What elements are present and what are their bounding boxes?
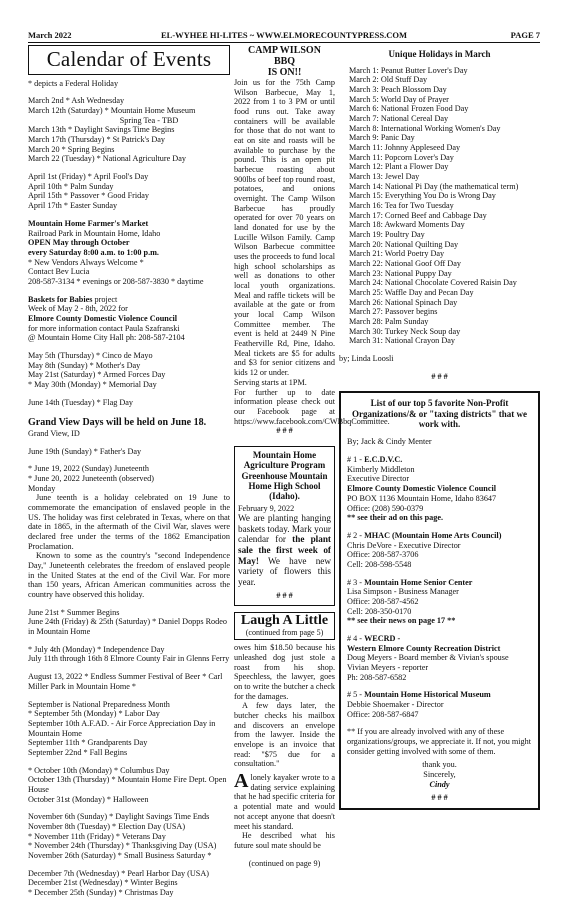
calendar-entry: November 8th (Tuesday) * Election Day (USA) xyxy=(28,821,186,831)
org-line: Elmore County Domestic Violence Council xyxy=(347,484,497,494)
holiday-item: March 14: National Pi Day (the mathematical term) xyxy=(349,181,519,191)
holiday-item: March 18: Awkward Moments Day xyxy=(349,220,465,230)
holiday-item: March 23: National Puppy Day xyxy=(349,268,452,278)
org-line: Ph: 208-587-6582 xyxy=(347,672,407,682)
calendar-entry: Monday xyxy=(28,483,56,493)
calendar-entry: * December 25th (Sunday) * Christmas Day xyxy=(28,887,174,897)
baskets-line: Elmore County Domestic Violence Council xyxy=(28,313,178,323)
greenhouse-body-b: We have new variety of flowers this year. xyxy=(238,555,331,587)
org-name: Mountain Home Senior Center xyxy=(364,577,473,587)
calendar-entry: September is National Preparedness Month xyxy=(28,699,170,709)
juneteenth-paragraph: Known to some as the country's "second Independence Day," Juneteenth celebrates the freedom of enslaved people in the United States at the end of the Civil War. For more than 150 years, African American communities across the country have observed this holiday. xyxy=(28,551,230,600)
camp-wilson-title: CAMP WILSON xyxy=(248,45,321,56)
calendar-entry: April 1st (Friday) * April Fool's Day xyxy=(28,172,149,182)
org-number: # 4 - xyxy=(347,633,365,643)
calendar-entry: March 17th (Thursday) * St Patrick's Day xyxy=(28,135,165,145)
holiday-item: March 16: Tea for Two Tuesday xyxy=(349,201,454,211)
org-heading xyxy=(347,531,532,541)
farmers-market-title: Mountain Home Farmer's Market xyxy=(28,218,149,228)
grand-view-location: Grand View, ID xyxy=(28,429,80,439)
holiday-item: March 7: National Cereal Day xyxy=(349,113,449,123)
calendar-entry: * October 10th (Monday) * Columbus Day xyxy=(28,765,170,775)
calendar-entry: April 10th * Palm Sunday xyxy=(28,181,114,191)
farmers-market-line: Contact Bev Lucia xyxy=(28,267,90,277)
calendar-entry: * July 4th (Monday) * Independence Day xyxy=(28,644,165,654)
farmers-market-line: * New Vendors Always Welcome * xyxy=(28,257,144,267)
calendar-entry: October 13th (Thursday) * Mountain Home Fire Dept. Open House xyxy=(28,775,227,794)
calendar-entry: * November 11th (Friday) * Veterans Day xyxy=(28,831,166,841)
calendar-entry: July 11th through 16th 8 Elmore County Fair in Glenns Ferry xyxy=(28,654,230,664)
laugh-subtitle: (continued from page 5) xyxy=(245,627,324,637)
calendar-entry: * June 20, 2022 Juneteenth (observed) xyxy=(28,474,154,484)
greenhouse-title: Mountain Home Agriculture Program Greenhouse Mountain Home High School (Idaho). xyxy=(241,449,328,502)
camp-wilson-title: IS ON!! xyxy=(267,67,302,78)
section-end-mark: # # # xyxy=(431,371,448,381)
baskets-for-babies-title xyxy=(28,295,230,305)
holiday-item: March 11: Johnny Appleseed Day xyxy=(349,142,461,152)
holiday-item: March 6: National Frozen Food Day xyxy=(349,104,469,114)
greenhouse-body-a: We are planting hanging baskets today. Mark your calendar for xyxy=(238,513,331,545)
calendar-entry: June 24th (Friday) & 25th (Saturday) * Daniel Dopps Rodeo in Mountain Home xyxy=(28,617,227,637)
nonprofit-box xyxy=(339,391,540,810)
baskets-line: for more information contact Paula Szafranski xyxy=(28,323,180,333)
org-line: PO BOX 1136 Mountain Home, Idaho 83647 xyxy=(347,493,497,503)
holiday-item: March 21: World Poetry Day xyxy=(349,249,445,259)
org-line: Lisa Simpson - Business Manager xyxy=(347,587,459,597)
org-number: # 2 - xyxy=(347,530,365,540)
org-line: Chris DeVore - Executive Director xyxy=(347,540,461,550)
juneteenth-paragraph: June teenth is a holiday celebrated on 19 June to commemorate the emancipation of enslaved people in the US. The holiday was first celebrated in Texas, where on that date in 1865, in the aftermath of the Civil War, slaves were declared free under the terms of the 1862 Emancipation Proclamation. xyxy=(28,493,230,551)
holiday-item: March 5: World Day of Prayer xyxy=(349,94,449,104)
org-line: Cell: 208-350-0170 xyxy=(347,606,412,616)
calendar-entry: December 21st (Wednesday) * Winter Begins xyxy=(28,878,178,888)
grand-view-title: Grand View Days will be held on June 18. xyxy=(28,417,207,429)
holiday-item: March 15: Everything You Do is Wrong Day xyxy=(349,191,496,201)
org-number: # 5 - xyxy=(347,690,365,700)
holiday-item: March 8: International Working Women's Day xyxy=(349,123,501,133)
holiday-item: March 28: Palm Sunday xyxy=(349,317,429,327)
holiday-item: March 27: Passover begins xyxy=(349,307,438,317)
holiday-item: March 19: Poultry Day xyxy=(349,230,425,240)
org-heading xyxy=(347,690,532,700)
baskets-rest: project xyxy=(92,294,118,304)
org-heading xyxy=(347,634,532,644)
laugh-p3-text: lonely kayaker wrote to a dating service explaining that he had specific criteria for a potential mate and would not accept anyone that doesn't meet his standard. xyxy=(234,773,335,831)
calendar-entry: May 21st (Saturday) * Armed Forces Day xyxy=(28,370,166,380)
laugh-paragraph: owes him $18.50 because his unleashed dog just stole a roast from his shop. Speechless, the lawyer, goes on to write the butcher a check for the damages. xyxy=(234,643,335,701)
unique-holidays-title: Unique Holidays in March xyxy=(388,49,491,59)
continued-note: (continued on page 9) xyxy=(248,858,321,868)
org-line: Doug Meyers - Board member & Vivian's spouse xyxy=(347,653,509,663)
holiday-item: March 9: Panic Day xyxy=(349,133,415,143)
org-note: ** see their ad on this page. xyxy=(347,513,444,523)
signature: Cindy xyxy=(429,779,450,789)
holiday-item: March 26: National Spinach Day xyxy=(349,297,458,307)
laugh-paragraph: He described what his future soul mate should be xyxy=(234,831,335,850)
greenhouse-body-bold: the plant sale the first week of May! xyxy=(238,534,331,566)
nonprofit-closing: ** If you are already involved with any of these organizations/groups, we appreciate it. If not, you might consider getting involved with some of them. xyxy=(347,727,532,756)
calendar-entry: March 20 * Spring Begins xyxy=(28,144,115,154)
calendar-entry: April 15th * Passover * Good Friday xyxy=(28,191,149,201)
calendar-entry: * May 30th (Monday) * Memorial Day xyxy=(28,379,157,389)
calendar-entry: * June 19, 2022 (Sunday) Juneteenth xyxy=(28,464,149,474)
holiday-item: March 24: National Chocolate Covered Raisin Day xyxy=(349,278,517,288)
calendar-entry: March 12th (Saturday) * Mountain Home Museum xyxy=(28,106,196,116)
calendar-entry: March 22 (Tuesday) * National Agriculture Day xyxy=(28,154,186,164)
camp-wilson-serving: Serving starts at 1PM. xyxy=(234,377,307,387)
section-end-mark: # # # xyxy=(276,591,293,601)
farmers-market-line: every Saturday 8:00 a.m. to 1:00 p.m. xyxy=(28,247,159,257)
calendar-entry: September 22nd * Fall Begins xyxy=(28,747,128,757)
calendar-entry: March 2nd * Ash Wednesday xyxy=(28,96,125,106)
holiday-item: March 17: Corned Beef and Cabbage Day xyxy=(349,210,487,220)
nonprofit-title: List of our top 5 favorite Non-Profit Organizations/& or "taxing districts" that we work with. xyxy=(351,398,528,430)
publication-title: EL-WYHEE HI-LITES ~ WWW.ELMORECOUNTYPRESS.COM xyxy=(160,30,407,40)
laugh-a-little-box xyxy=(234,612,335,640)
holiday-item: March 30: Turkey Neck Soup day xyxy=(349,326,461,336)
calendar-entry: * November 24th (Thursday) * Thanksgiving Day (USA) xyxy=(28,841,217,851)
greenhouse-box xyxy=(234,446,335,606)
baskets-line: @ Mountain Home City Hall ph: 208-587-2104 xyxy=(28,333,185,343)
org-line: Western Elmore County Recreation District xyxy=(347,643,501,653)
calendar-entry: November 26th (Saturday) * Small Business Saturday * xyxy=(28,850,212,860)
org-line: Debbie Shoemaker - Director xyxy=(347,699,444,709)
calendar-entry: June 19th (Sunday) * Father's Day xyxy=(28,446,142,456)
org-name: E.C.D.V.C. xyxy=(364,455,403,465)
org-line: Executive Director xyxy=(347,474,410,484)
org-line: Vivian Meyers - reporter xyxy=(347,662,429,672)
org-heading xyxy=(347,455,532,465)
camp-wilson-body: Join us for the 75th Camp Wilson Barbecue, May 1, 2022 from 1 to 3 PM or until food runs out. Take away containers will be available for those that do not want to eat on site and roasts will be available to purchase by the pound. This is an open pit barbecue roasting about 900lbs of beef top round roast, potatoes, and onions overnight. The Camp Wilson Barbecue has proudly operated for over 70 years on land donated for use by the Lucille Wilson Family. Camp Wilson Barbecue committee uses the proceeds to fund local high school scholarships as well as donations to other local youth organizations. Meal and raffle tickets will be available at the gate or from your local Camp Wilson Committee member. The event is held at 2449 N Pine Featherville Rd, Pine, Idaho. Meal tickets are $5 for adults and $3 for senior citizens and kids 12 or under. xyxy=(234,78,335,378)
laugh-paragraph: A few days later, the butcher checks his mailbox and discovers an envelope from the lawyer. Inside the envelope is an invoice that read: "$75 due for a consultation." xyxy=(234,701,335,769)
calendar-title: Calendar of Events xyxy=(28,45,230,75)
calendar-entry: May 8th (Sunday) * Mother's Day xyxy=(28,360,141,370)
org-line: Cell: 208-598-5548 xyxy=(347,559,412,569)
calendar-column xyxy=(28,45,230,898)
unique-holidays-list xyxy=(339,66,540,346)
section-end-mark: # # # xyxy=(276,426,293,436)
drop-cap: A xyxy=(234,770,249,793)
camp-wilson-more: For further up to date information please check out our Facebook page at https://www.facebook.com/CWBbqCommittee. xyxy=(234,387,390,426)
farmers-market-line: 208-587-3134 * evenings or 208-587-3830 * daytime xyxy=(28,276,204,286)
calendar-entry: May 5th (Thursday) * Cinco de Mayo xyxy=(28,350,153,360)
calendar-entry: April 17th * Easter Sunday xyxy=(28,201,118,211)
baskets-line: Week of May 2 - 8th, 2022 for xyxy=(28,304,128,314)
holiday-item: March 25: Waffle Day and Pecan Day xyxy=(349,288,474,298)
org-number: # 1 - xyxy=(347,455,365,465)
nonprofit-byline: By; Jack & Cindy Menter xyxy=(347,437,432,447)
org-line: Office: (208) 590-0379 xyxy=(347,503,424,513)
holiday-item: March 1: Peanut Butter Lover's Day xyxy=(349,65,468,75)
calendar-entry: March 13th * Daylight Savings Time Begins xyxy=(28,125,175,135)
org-number: # 3 - xyxy=(347,577,365,587)
holiday-item: March 12: Plant a Flower Day xyxy=(349,162,449,172)
org-name: MHAC (Mountain Home Arts Council) xyxy=(364,530,502,540)
page-number: PAGE 7 xyxy=(510,30,540,40)
baskets-bold: Baskets for Babies xyxy=(28,294,93,304)
org-line: Kimberly Middleton xyxy=(347,464,415,474)
holiday-item: March 20: National Quilting Day xyxy=(349,239,459,249)
org-name: Mountain Home Historical Museum xyxy=(364,690,491,700)
right-column xyxy=(339,45,540,810)
calendar-entry: August 13, 2022 * Endless Summer Festival of Beer * Carl Miller Park in Mountain Home * xyxy=(28,672,223,691)
calendar-entry: June 21st * Summer Begins xyxy=(28,607,120,617)
issue-date: March 2022 xyxy=(28,30,72,40)
org-note: ** see their news on page 17 ** xyxy=(347,616,456,626)
nonprofit-thanks: thank you. xyxy=(422,760,457,770)
holiday-item: March 11: Popcorn Lover's Day xyxy=(349,152,454,162)
org-name: WECRD - xyxy=(364,633,401,643)
org-heading xyxy=(347,578,532,588)
section-end-mark: # # # xyxy=(431,793,448,803)
farmers-market-line: Railroad Park in Mountain Home, Idaho xyxy=(28,228,161,238)
farmers-market-line: OPEN May through October xyxy=(28,238,130,248)
holiday-item: March 22: National Goof Off Day xyxy=(349,259,461,269)
calendar-entry: October 31st (Monday) * Halloween xyxy=(28,794,149,804)
greenhouse-date: February 9, 2022 xyxy=(238,503,295,513)
page-header xyxy=(28,30,540,43)
holiday-item: March 31: National Crayon Day xyxy=(349,336,455,346)
holiday-item: March 3: Peach Blossom Day xyxy=(349,84,447,94)
camp-wilson-title: BBQ xyxy=(273,56,296,67)
calendar-entry: November 6th (Sunday) * Daylight Savings Time Ends xyxy=(28,812,210,822)
calendar-entry: September 10th A.F.AD. - Air Force Appreciation Day in Mountain Home xyxy=(28,718,216,738)
org-line: Office: 208-587-4562 xyxy=(347,596,419,606)
org-line: Office: 208-587-6847 xyxy=(347,709,419,719)
holiday-item: March 13: Jewel Day xyxy=(349,172,420,181)
holidays-byline: by; Linda Loosli xyxy=(339,354,394,364)
holiday-item: March 2: Old Stuff Day xyxy=(349,75,428,85)
calendar-entry: September 11th * Grandparents Day xyxy=(28,738,148,748)
greenhouse-body xyxy=(238,513,331,587)
calendar-entry: December 7th (Wednesday) * Pearl Harbor Day (USA) xyxy=(28,868,209,878)
calendar-entry: Spring Tea - TBD xyxy=(119,115,179,125)
laugh-title: Laugh A Little xyxy=(240,612,329,628)
calendar-entry: June 14th (Tuesday) * Flag Day xyxy=(28,397,133,407)
laugh-paragraph xyxy=(234,770,335,831)
calendar-entry: * September 5th (Monday) * Labor Day xyxy=(28,709,160,719)
federal-holiday-note: * depicts a Federal Holiday xyxy=(28,78,119,88)
nonprofit-sincerely: Sincerely, xyxy=(423,769,456,779)
org-line: Office: 208-587-3706 xyxy=(347,550,419,560)
